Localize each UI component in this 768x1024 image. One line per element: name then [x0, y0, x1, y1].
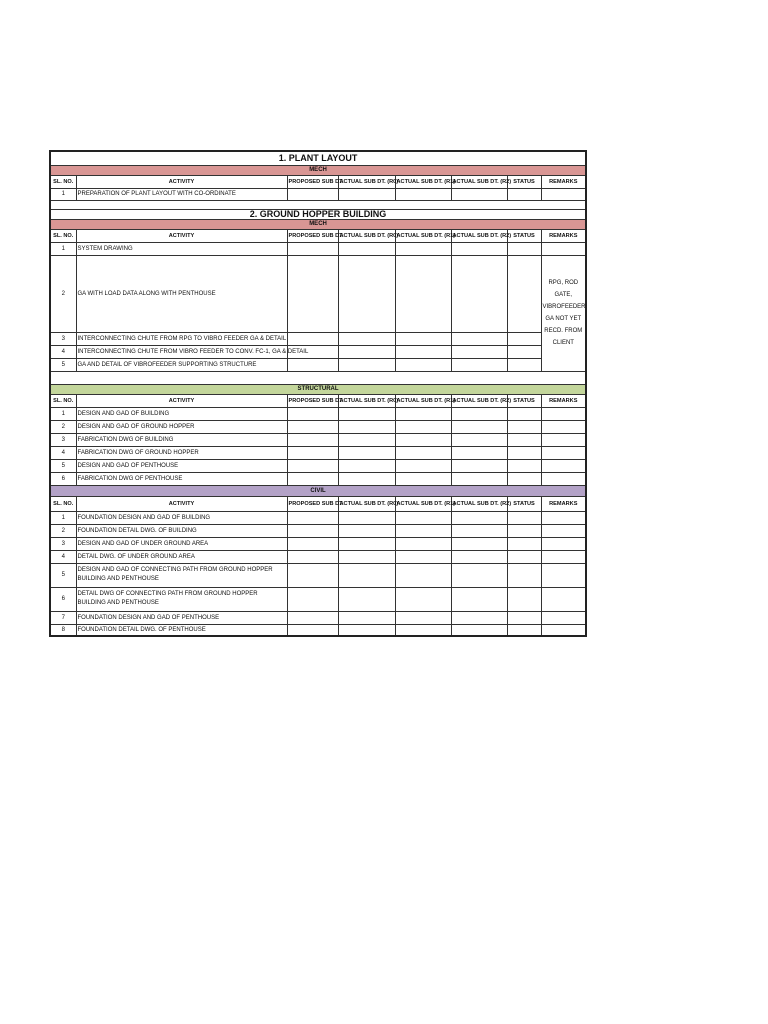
cell — [395, 242, 451, 255]
col-remarks: REMARKS — [541, 394, 586, 407]
spacer-row — [50, 200, 586, 209]
col-actual-r0: ACTUAL SUB DT. (R0) — [338, 175, 395, 188]
cell — [451, 511, 507, 524]
cell — [507, 511, 541, 524]
mech-band-row — [50, 219, 586, 229]
cell — [541, 511, 586, 524]
cell — [287, 188, 338, 200]
col-proposed: PROPOSED SUB DT. — [287, 394, 338, 407]
table-row — [50, 511, 586, 524]
column-header-row — [50, 175, 586, 188]
col-actual-r2: ACTUAL SUB DT. (R2) — [451, 229, 507, 242]
cell — [287, 433, 338, 446]
col-sl-no: SL. NO. — [50, 394, 76, 407]
table-row — [50, 472, 586, 485]
cell — [451, 446, 507, 459]
col-actual-r2: ACTUAL SUB DT. (R2) — [451, 394, 507, 407]
col-status: STATUS — [507, 229, 541, 242]
col-remarks: REMARKS — [541, 229, 586, 242]
remarks-cell: RPG, ROD GATE, VIBROFEEDER GA NOT YET RECD. FROM CLIENT — [541, 255, 586, 371]
structural-band-row — [50, 384, 586, 394]
section-title: 2. GROUND HOPPER BUILDING — [50, 209, 586, 219]
cell — [287, 511, 338, 524]
cell — [287, 255, 338, 332]
row-activity: DETAIL DWG. OF UNDER GROUND AREA — [76, 550, 287, 563]
cell — [338, 358, 395, 371]
column-header-row — [50, 496, 586, 511]
cell — [541, 524, 586, 537]
table-row — [50, 345, 586, 358]
row-number: 2 — [50, 524, 76, 537]
mech-band-label: MECH — [50, 219, 586, 229]
cell — [287, 624, 338, 636]
row-activity: FABRICATION DWG OF BUILDING — [76, 433, 287, 446]
cell — [451, 358, 507, 371]
row-number: 5 — [50, 563, 76, 587]
cell — [338, 242, 395, 255]
cell — [395, 537, 451, 550]
section-title-row — [50, 209, 586, 219]
cell — [541, 446, 586, 459]
spacer — [50, 200, 586, 209]
row-number: 1 — [50, 511, 76, 524]
cell — [507, 624, 541, 636]
cell — [338, 537, 395, 550]
cell — [338, 472, 395, 485]
cell — [395, 433, 451, 446]
table-row — [50, 188, 586, 200]
col-sl-no: SL. NO. — [50, 229, 76, 242]
cell — [507, 446, 541, 459]
col-sl-no: SL. NO. — [50, 496, 76, 511]
cell — [395, 358, 451, 371]
cell — [507, 255, 541, 332]
cell — [395, 188, 451, 200]
table-row — [50, 459, 586, 472]
schedule-sheet — [49, 150, 585, 637]
cell — [541, 563, 586, 587]
row-number: 3 — [50, 433, 76, 446]
cell — [287, 446, 338, 459]
cell — [395, 407, 451, 420]
cell — [287, 420, 338, 433]
cell — [287, 459, 338, 472]
cell — [507, 188, 541, 200]
row-number: 8 — [50, 624, 76, 636]
row-number: 5 — [50, 358, 76, 371]
cell — [507, 537, 541, 550]
cell — [451, 472, 507, 485]
row-activity: DESIGN AND GAD OF UNDER GROUND AREA — [76, 537, 287, 550]
row-activity: FOUNDATION DETAIL DWG. OF BUILDING — [76, 524, 287, 537]
col-activity: ACTIVITY — [76, 394, 287, 407]
row-number: 4 — [50, 446, 76, 459]
cell — [338, 433, 395, 446]
cell — [451, 563, 507, 587]
cell — [507, 433, 541, 446]
cell — [451, 611, 507, 624]
table-row — [50, 420, 586, 433]
table-row — [50, 242, 586, 255]
cell — [287, 524, 338, 537]
cell — [287, 242, 338, 255]
row-activity: FOUNDATION DESIGN AND GAD OF PENTHOUSE — [76, 611, 287, 624]
row-number: 5 — [50, 459, 76, 472]
col-actual-r0: ACTUAL SUB DT. (R0) — [338, 496, 395, 511]
cell — [541, 537, 586, 550]
row-activity: FOUNDATION DESIGN AND GAD OF BUILDING — [76, 511, 287, 524]
row-number: 1 — [50, 407, 76, 420]
row-activity: DESIGN AND GAD OF GROUND HOPPER — [76, 420, 287, 433]
cell — [541, 472, 586, 485]
cell — [451, 433, 507, 446]
cell — [451, 524, 507, 537]
col-actual-r0: ACTUAL SUB DT. (R0) — [338, 394, 395, 407]
cell — [395, 332, 451, 345]
cell — [451, 624, 507, 636]
column-header-row — [50, 394, 586, 407]
row-activity: FOUNDATION DETAIL DWG. OF PENTHOUSE — [76, 624, 287, 636]
table-row — [50, 446, 586, 459]
col-proposed: PROPOSED SUB DT. — [287, 229, 338, 242]
cell — [338, 255, 395, 332]
schedule-table — [49, 150, 587, 637]
cell — [541, 433, 586, 446]
col-actual-r1: ACTUAL SUB DT. (R1) — [395, 175, 451, 188]
cell — [287, 587, 338, 611]
cell — [338, 446, 395, 459]
row-number: 2 — [50, 255, 76, 332]
col-actual-r2: ACTUAL SUB DT. (R2) — [451, 496, 507, 511]
cell — [507, 563, 541, 587]
cell — [338, 420, 395, 433]
cell — [451, 242, 507, 255]
row-number: 1 — [50, 242, 76, 255]
row-number: 6 — [50, 587, 76, 611]
col-status: STATUS — [507, 496, 541, 511]
cell — [338, 611, 395, 624]
row-activity: INTERCONNECTING CHUTE FROM VIBRO FEEDER TO CONV. FC-1, GA & DETAIL — [76, 345, 287, 358]
table-row — [50, 624, 586, 636]
col-status: STATUS — [507, 394, 541, 407]
cell — [451, 255, 507, 332]
cell — [507, 332, 541, 345]
cell — [395, 345, 451, 358]
col-actual-r1: ACTUAL SUB DT. (R1) — [395, 229, 451, 242]
cell — [287, 550, 338, 563]
spacer-row — [50, 371, 586, 384]
column-header-row — [50, 229, 586, 242]
civil-band-label: CIVIL — [50, 485, 586, 496]
mech-band-label: MECH — [50, 165, 586, 175]
cell — [395, 472, 451, 485]
row-activity: DESIGN AND GAD OF CONNECTING PATH FROM GROUND HOPPER BUILDING AND PENTHOUSE — [76, 563, 287, 587]
table-row — [50, 358, 586, 371]
cell — [395, 587, 451, 611]
cell — [507, 459, 541, 472]
cell — [541, 407, 586, 420]
row-number: 3 — [50, 332, 76, 345]
cell — [287, 358, 338, 371]
cell — [451, 550, 507, 563]
spacer — [50, 371, 586, 384]
row-activity: SYSTEM DRAWING — [76, 242, 287, 255]
row-number: 6 — [50, 472, 76, 485]
row-number: 4 — [50, 550, 76, 563]
cell — [507, 587, 541, 611]
cell — [395, 563, 451, 587]
col-actual-r1: ACTUAL SUB DT. (R1) — [395, 394, 451, 407]
cell — [287, 563, 338, 587]
cell — [395, 524, 451, 537]
table-row — [50, 587, 586, 611]
col-proposed: PROPOSED SUB DT. — [287, 496, 338, 511]
cell — [507, 242, 541, 255]
cell — [338, 459, 395, 472]
cell — [451, 407, 507, 420]
table-row — [50, 433, 586, 446]
cell — [338, 624, 395, 636]
cell — [541, 420, 586, 433]
table-row — [50, 255, 586, 332]
row-activity: FABRICATION DWG OF GROUND HOPPER — [76, 446, 287, 459]
cell — [507, 472, 541, 485]
table-row — [50, 407, 586, 420]
row-activity: DESIGN AND GAD OF BUILDING — [76, 407, 287, 420]
col-activity: ACTIVITY — [76, 229, 287, 242]
row-activity: DETAIL DWG OF CONNECTING PATH FROM GROUND HOPPER BUILDING AND PENTHOUSE — [76, 587, 287, 611]
cell — [451, 332, 507, 345]
cell — [395, 446, 451, 459]
cell — [338, 332, 395, 345]
structural-band-label: STRUCTURAL — [50, 384, 586, 394]
col-sl-no: SL. NO. — [50, 175, 76, 188]
cell — [338, 563, 395, 587]
row-number: 1 — [50, 188, 76, 200]
cell — [507, 358, 541, 371]
row-activity: FABRICATION DWG OF PENTHOUSE — [76, 472, 287, 485]
col-actual-r0: ACTUAL SUB DT. (R0) — [338, 229, 395, 242]
cell — [541, 587, 586, 611]
cell — [507, 420, 541, 433]
table-row — [50, 611, 586, 624]
col-actual-r1: ACTUAL SUB DT. (R1) — [395, 496, 451, 511]
cell — [338, 188, 395, 200]
section-title-row — [50, 151, 586, 165]
cell — [507, 407, 541, 420]
cell — [338, 550, 395, 563]
row-activity: GA AND DETAIL OF VIBROFEEDER SUPPORTING STRUCTURE — [76, 358, 287, 371]
row-number: 4 — [50, 345, 76, 358]
cell — [287, 332, 338, 345]
row-number: 3 — [50, 537, 76, 550]
cell — [451, 420, 507, 433]
cell — [451, 537, 507, 550]
cell — [287, 472, 338, 485]
cell — [338, 345, 395, 358]
col-activity: ACTIVITY — [76, 496, 287, 511]
row-activity: GA WITH LOAD DATA ALONG WITH PENTHOUSE — [76, 255, 287, 332]
cell — [338, 524, 395, 537]
table-row — [50, 537, 586, 550]
cell — [451, 459, 507, 472]
mech-band-row — [50, 165, 586, 175]
row-activity: PREPARATION OF PLANT LAYOUT WITH CO-ORDINATE — [76, 188, 287, 200]
cell — [287, 407, 338, 420]
cell — [451, 587, 507, 611]
col-status: STATUS — [507, 175, 541, 188]
col-remarks: REMARKS — [541, 496, 586, 511]
cell — [287, 537, 338, 550]
col-remarks: REMARKS — [541, 175, 586, 188]
cell — [507, 550, 541, 563]
table-row — [50, 332, 586, 345]
cell — [451, 188, 507, 200]
cell — [395, 624, 451, 636]
cell — [507, 524, 541, 537]
cell — [541, 242, 586, 255]
cell — [395, 420, 451, 433]
cell — [338, 407, 395, 420]
cell — [338, 511, 395, 524]
cell — [507, 611, 541, 624]
row-number: 2 — [50, 420, 76, 433]
row-activity: INTERCONNECTING CHUTE FROM RPG TO VIBRO FEEDER GA & DETAIL — [76, 332, 287, 345]
cell — [541, 624, 586, 636]
col-activity: ACTIVITY — [76, 175, 287, 188]
cell — [451, 345, 507, 358]
cell — [395, 611, 451, 624]
cell — [287, 611, 338, 624]
civil-band-row — [50, 485, 586, 496]
cell — [395, 255, 451, 332]
cell — [541, 611, 586, 624]
cell — [541, 188, 586, 200]
cell — [338, 587, 395, 611]
row-activity: DESIGN AND GAD OF PENTHOUSE — [76, 459, 287, 472]
col-actual-r2: ACTUAL SUB DT. (R2) — [451, 175, 507, 188]
cell — [541, 550, 586, 563]
cell — [395, 511, 451, 524]
cell — [507, 345, 541, 358]
cell — [395, 459, 451, 472]
table-row — [50, 524, 586, 537]
section-title: 1. PLANT LAYOUT — [50, 151, 586, 165]
table-row — [50, 563, 586, 587]
row-number: 7 — [50, 611, 76, 624]
col-proposed: PROPOSED SUB DT. — [287, 175, 338, 188]
cell — [395, 550, 451, 563]
table-row — [50, 550, 586, 563]
cell — [541, 459, 586, 472]
